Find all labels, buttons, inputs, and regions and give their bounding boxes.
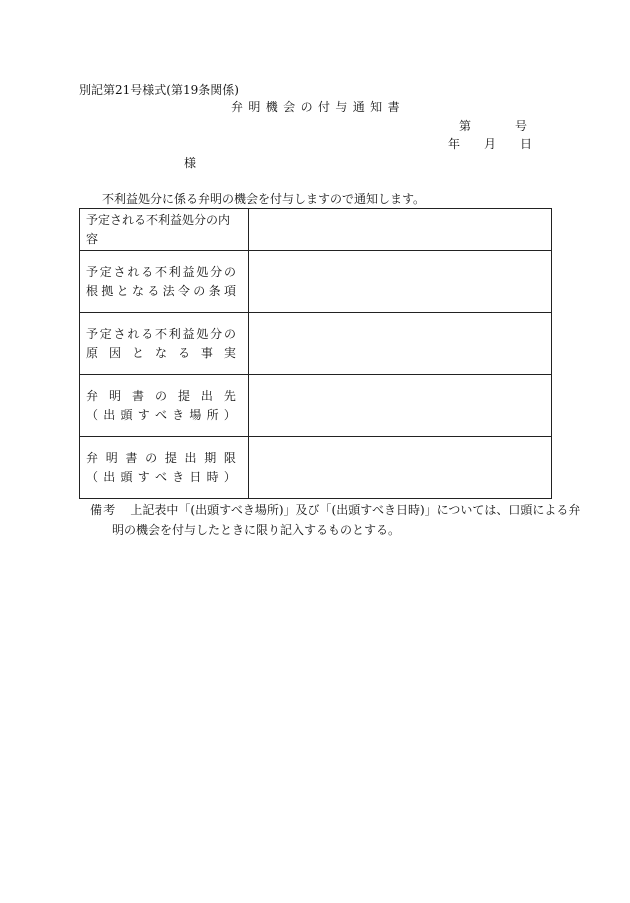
- row-value-cell[interactable]: [249, 375, 552, 437]
- form-label: 別記第21号様式(第19条関係): [79, 83, 239, 97]
- table-row: [80, 209, 552, 251]
- remark-text-2: 明の機会を付与したときに限り記入するものとする。: [112, 523, 401, 537]
- number-prefix: 第: [459, 119, 472, 133]
- table-row: [80, 375, 552, 437]
- table-row: [80, 313, 552, 375]
- row-value-cell[interactable]: [249, 209, 552, 251]
- remark-head: 備考: [90, 503, 117, 517]
- row-label-cell: [80, 313, 249, 375]
- row-label-line: 原 因 と な る 事 実: [86, 345, 236, 360]
- table-row: [80, 437, 552, 499]
- date-month: 月: [484, 137, 497, 151]
- row-value-cell[interactable]: [249, 251, 552, 313]
- date-year: 年: [448, 137, 461, 151]
- row-label-line: （ 出 頭 す べ き 日 時 ）: [86, 469, 236, 484]
- row-value-cell[interactable]: [249, 437, 552, 499]
- number-suffix: 号: [515, 119, 528, 133]
- row-label-cell: [80, 251, 249, 313]
- row-label-line: 弁 明 書 の 提 出 期 限: [86, 450, 236, 465]
- row-value-cell[interactable]: [249, 313, 552, 375]
- remark-line-1: [90, 504, 580, 516]
- row-label-line: 弁 明 書 の 提 出 先: [86, 388, 236, 403]
- row-label-cell: [80, 437, 249, 499]
- table-row: [80, 251, 552, 313]
- row-label-line: （ 出 頭 す べ き 場 所 ）: [86, 407, 236, 422]
- row-label-cell: [80, 209, 249, 251]
- row-label-line: 予 定 さ れ る 不 利 益 処 分 の: [86, 326, 236, 341]
- notice-table: [79, 208, 552, 499]
- remark-text-1: 上記表中「(出頭すべき場所)」及び「(出頭すべき日時)」については、口頭による弁: [130, 503, 581, 517]
- document-title: 弁明機会の付与通知書: [230, 100, 405, 114]
- row-label-line: 予 定 さ れ る 不 利 益 処 分 の: [86, 264, 236, 279]
- row-label-cell: [80, 375, 249, 437]
- date-line: [448, 138, 532, 150]
- date-day: 日: [520, 137, 533, 151]
- intro-text: 不利益処分に係る弁明の機会を付与しますので通知します。: [102, 192, 426, 206]
- addressee-suffix: 様: [184, 156, 197, 170]
- row-label-line: 根 拠 と な る 法 令 の 条 項: [86, 283, 236, 298]
- document-number-line: [459, 120, 527, 132]
- row-label-line: 予定される不利益処分の内容: [86, 212, 231, 246]
